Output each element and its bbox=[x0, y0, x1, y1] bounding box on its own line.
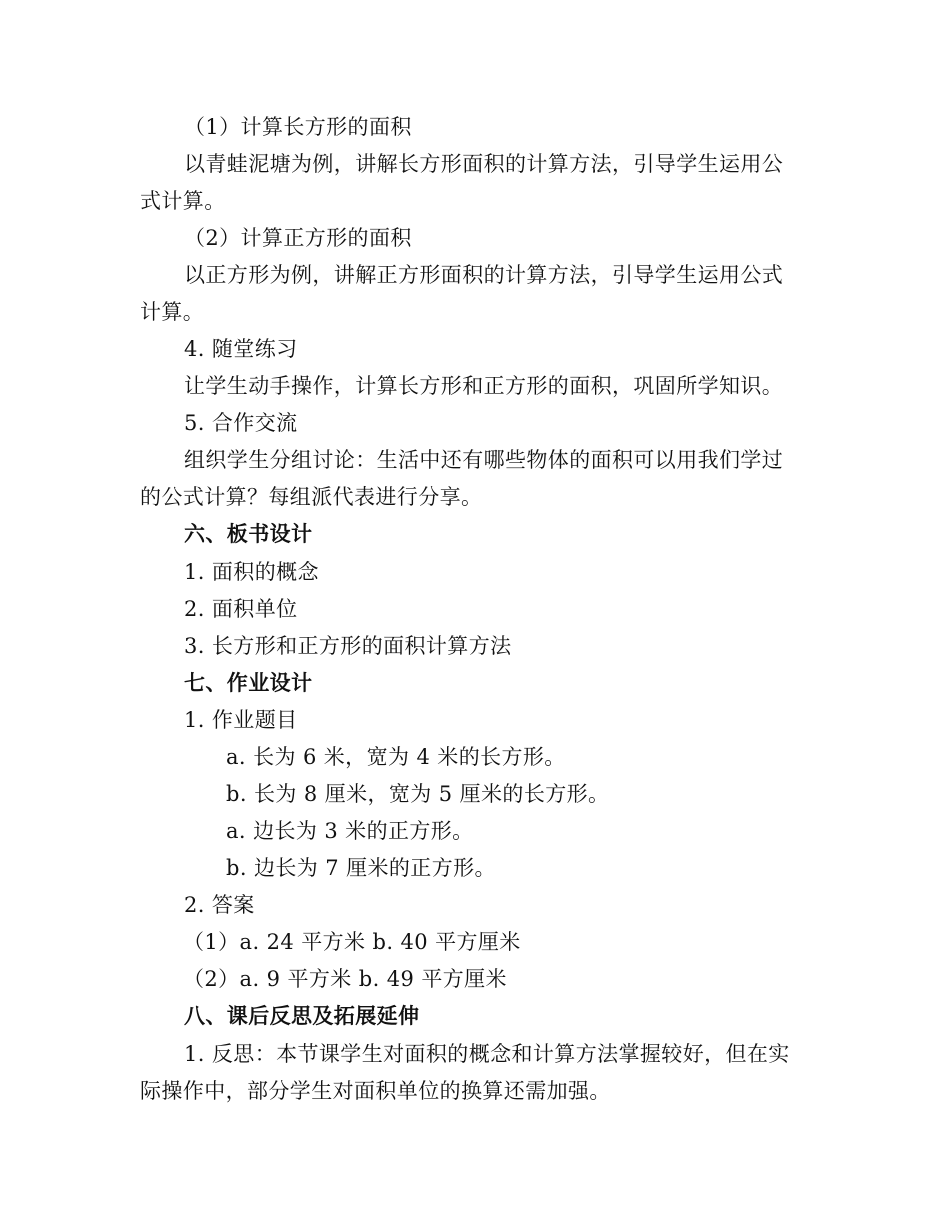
section-heading-board-design: 六、板书设计 bbox=[184, 521, 313, 546]
section-heading-homework: 七、作业设计 bbox=[184, 670, 313, 695]
homework-item: b. 边长为 7 厘米的正方形。 bbox=[226, 856, 496, 880]
homework-item: b. 长为 8 厘米，宽为 5 厘米的长方形。 bbox=[226, 782, 610, 806]
paragraph-line: 组织学生分组讨论：生活中还有哪些物体的面积可以用我们学过 bbox=[184, 448, 784, 472]
list-item: 2. 答案 bbox=[184, 893, 255, 917]
list-item: 3. 长方形和正方形的面积计算方法 bbox=[184, 634, 512, 658]
list-item: 1. 面积的概念 bbox=[184, 560, 319, 584]
subsection-rectangle-area: （1）计算长方形的面积 bbox=[184, 115, 412, 139]
answer-line: （2）a. 9 平方米 b. 49 平方厘米 bbox=[183, 967, 507, 991]
paragraph-line: 的公式计算？每组派代表进行分享。 bbox=[140, 485, 483, 509]
paragraph-line: 1. 反思：本节课学生对面积的概念和计算方法掌握较好，但在实 bbox=[184, 1042, 790, 1066]
subsection-square-area: （2）计算正方形的面积 bbox=[184, 226, 412, 250]
paragraph-line: 式计算。 bbox=[140, 189, 226, 213]
list-item: 1. 作业题目 bbox=[184, 708, 298, 732]
list-item: 2. 面积单位 bbox=[184, 597, 298, 621]
paragraph-line: 际操作中，部分学生对面积单位的换算还需加强。 bbox=[140, 1079, 611, 1103]
section-heading-reflection: 八、课后反思及拓展延伸 bbox=[184, 1003, 420, 1028]
paragraph-line: 计算。 bbox=[140, 300, 205, 324]
homework-item: a. 长为 6 米，宽为 4 米的长方形。 bbox=[226, 745, 566, 769]
list-item-practice: 4. 随堂练习 bbox=[184, 337, 298, 361]
answer-line: （1）a. 24 平方米 b. 40 平方厘米 bbox=[183, 930, 521, 954]
paragraph-line: 让学生动手操作，计算长方形和正方形的面积，巩固所学知识。 bbox=[184, 374, 784, 398]
homework-item: a. 边长为 3 米的正方形。 bbox=[226, 819, 474, 843]
list-item-cooperation: 5. 合作交流 bbox=[184, 411, 298, 435]
paragraph-line: 以正方形为例，讲解正方形面积的计算方法，引导学生运用公式 bbox=[184, 263, 784, 287]
paragraph-line: 以青蛙泥塘为例，讲解长方形面积的计算方法，引导学生运用公 bbox=[184, 152, 784, 176]
